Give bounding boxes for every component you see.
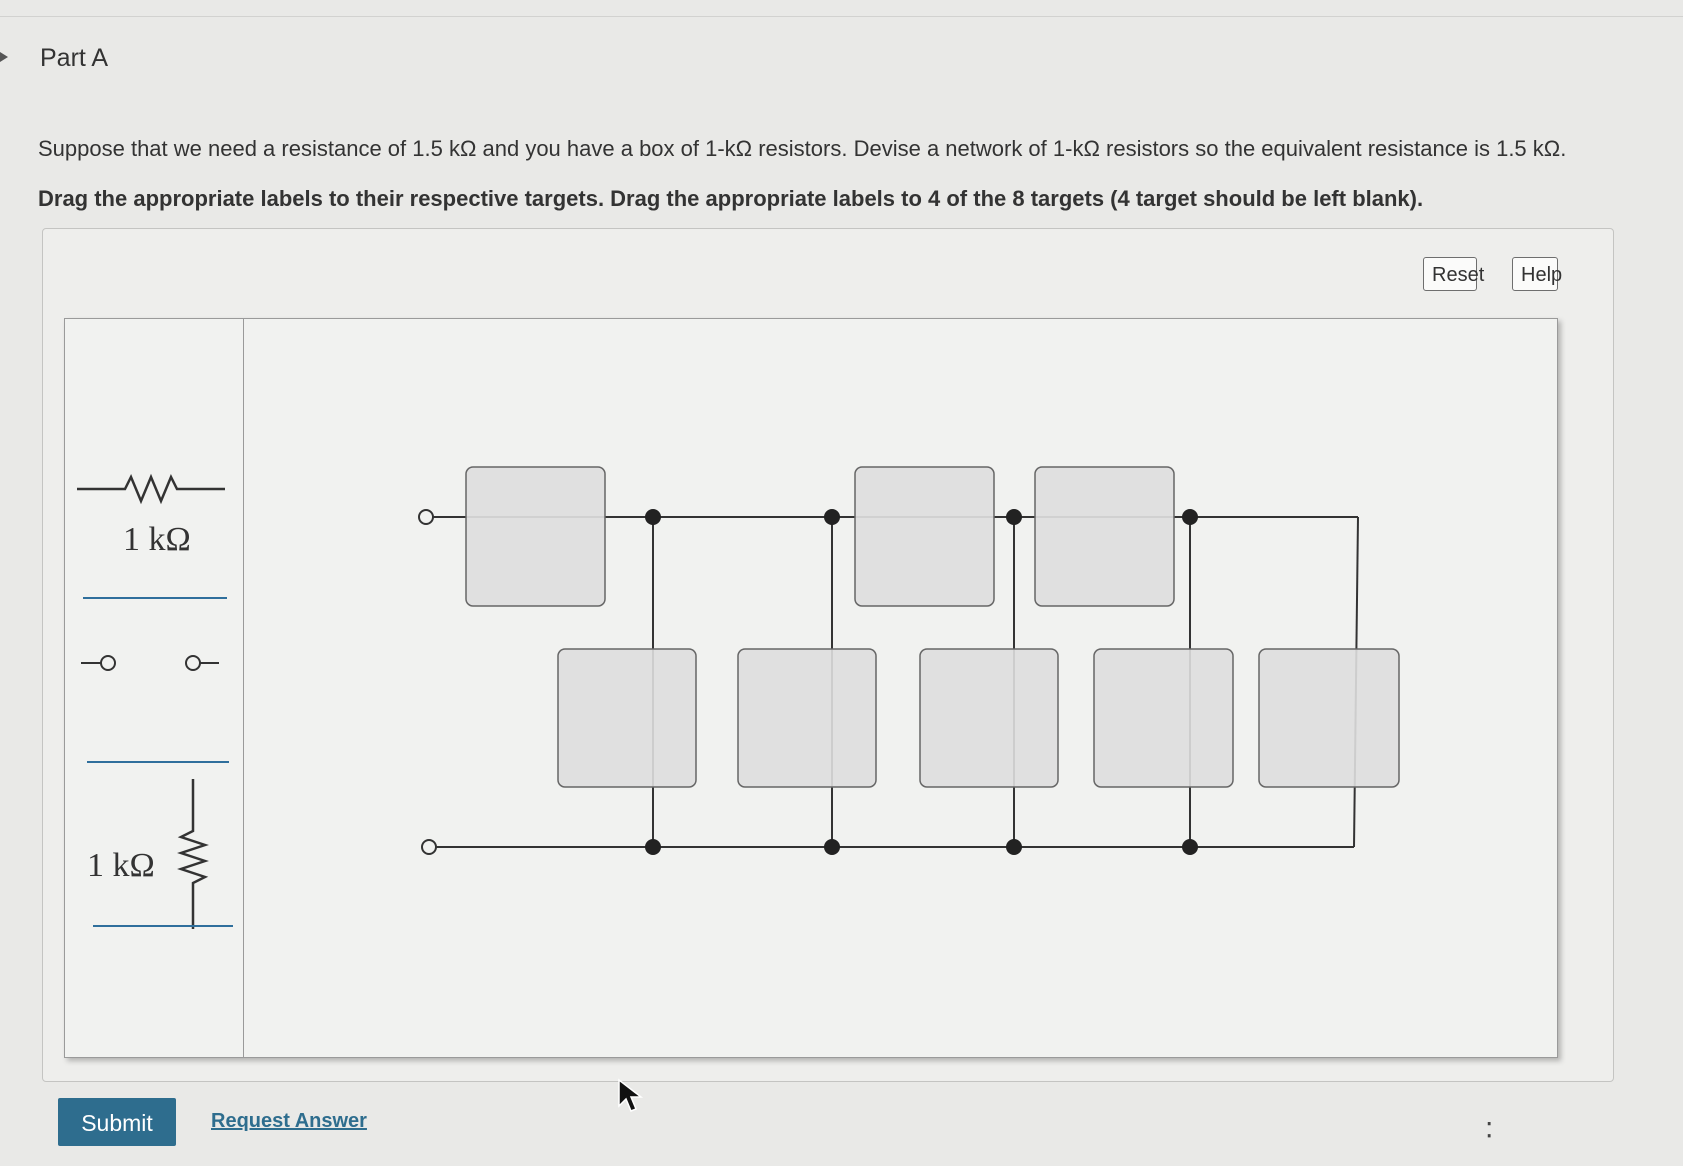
drop-target[interactable] [855,467,994,606]
drop-target[interactable] [1259,649,1399,787]
collapse-caret-icon[interactable] [0,52,8,62]
drop-target[interactable] [738,649,876,787]
instruction-text: Drag the appropriate labels to their respective targets. Drag the appropriate labels to 4 of the 8 targets (4 target should be left blank). [38,186,1424,211]
request-answer-link[interactable]: Request Answer [211,1110,367,1132]
horizontal-resistor-label: 1 kΩ [123,521,191,558]
drop-target[interactable] [1094,649,1233,787]
drop-target[interactable] [558,649,696,787]
vertical-resistor-label: 1 kΩ [87,847,155,884]
drop-target[interactable] [1035,467,1174,606]
submit-button[interactable]: Submit [58,1098,176,1146]
more-options-icon[interactable]: ⁚ [1486,1120,1493,1142]
output-terminal [422,840,436,854]
top-divider [0,16,1683,17]
drop-target[interactable] [920,649,1058,787]
drag-drop-workspace [64,318,1558,1058]
input-terminal [419,510,433,524]
part-title: Part A [40,44,109,72]
circuit-diagram [65,319,1557,1057]
cursor-arrow-icon [617,1078,643,1114]
question-text: Suppose that we need a resistance of 1.5 kΩ and you have a box of 1-kΩ resistors. Devise a network of 1-kΩ resistors so the equivalent resistance is 1.5 kΩ. [38,136,1567,161]
help-button[interactable]: Help [1512,257,1558,291]
drop-target[interactable] [466,467,605,606]
reset-button[interactable]: Reset [1423,257,1477,291]
